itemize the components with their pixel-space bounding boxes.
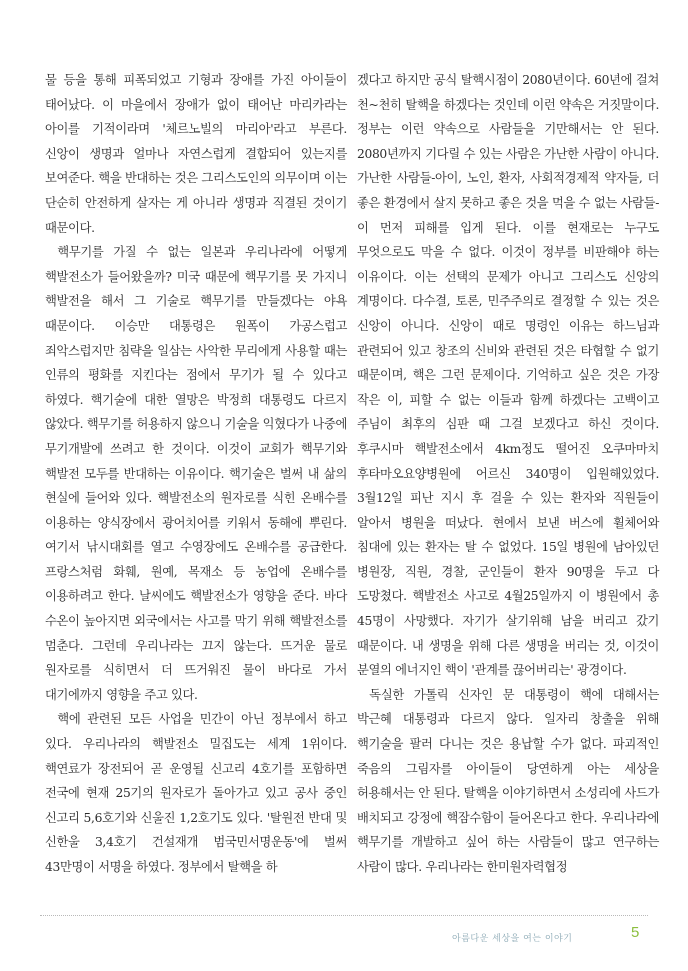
paragraph-right-2: 독실한 가톨릭 신자인 문 대통령이 핵에 대해서는 박근혜 대통령과 다르지 않다. 일자리 창출을 위해 핵기술을 팔러 다니는 것은 용납할 수가 없다. 파괴적인 죽음의 그림자를 아이들이 당연하게 아는 세상을 허용해서는 안 된다. 탈핵을 이야기하면서 소성리에 사드가 배치되고 강정에 핵잠수함이 들어온다고 한다. 우리나라에 핵무기를 개발하고 싶어 하는 사람들이 많고 연구하는 사람이 많다. 우리나라는 한미원자력협정 bbox=[357, 687, 659, 874]
footer-divider bbox=[40, 915, 648, 916]
paragraph-left-1: 물 등을 통해 피폭되었고 기형과 장애를 가진 아이들이 태어났다. 이 마을에서 장애가 없이 태어난 마리카라는 아이를 기적이라며 '체르노빌의 마리아'라고 부른다. 신앙이 생명과 얼마나 자연스럽게 결합되어 있는지를 보여준다. 핵을 반대하는 것은 그리스도인의 의무이며 이는 단순히 안전하게 살자는 게 아니라 생명과 직결된 것이기 때문이다. bbox=[45, 73, 347, 235]
left-column bbox=[45, 68, 347, 880]
page-number: 5 bbox=[631, 924, 640, 941]
right-column bbox=[357, 68, 659, 880]
paragraph-left-2: 핵무기를 가질 수 없는 일본과 우리나라에 어떻게 핵발전소가 들어왔을까? 미국 때문에 핵무기를 못 가지니 핵발전을 해서 그 기술로 핵무기를 만들겠다는 야욕 때문이다. 이승만 대통령은 원폭이 가공스럽고 죄악스럽지만 침략을 일삼는 사악한 무리에게 사용할 때는 인류의 평화를 지킨다는 점에서 무기가 될 수 있다고 하였다. 핵기술에 대한 열망은 박정희 대통령도 다르지 않았다. 핵무기를 허용하지 않으니 기술을 익혔다가 나중에 무기개발에 쓰려고 한 것이다. 이것이 교회가 핵무기와 핵발전 모두를 반대하는 이유이다. 핵기술은 벌써 내 삶의 현실에 들어와 있다. 핵발전소의 원자로를 식힌 온배수를 이용하는 양식장에서 광어치어를 키워서 동해에 뿌린다. 여기서 낚시대회를 열고 수영장에도 온배수를 공급한다. 프랑스처럼 화훼, 원예, 목재소 등 농업에 온배수를 이용하려고 한다. 날씨에도 핵발전소가 영향을 준다. 바다 수온이 높아지면 외국에서는 사고를 막기 위해 핵발전소를 멈춘다. 그런데 우리나라는 끄지 않는다. 뜨거운 물로 원자로를 식히면서 더 뜨거워진 물이 바다로 가서 대기에까지 영향을 주고 있다. bbox=[45, 245, 347, 702]
footer-publication-title: 아름다운 세상을 여는 이야기 bbox=[452, 934, 573, 944]
paragraph-right-1: 겠다고 하지만 공식 탈핵시점이 2080년이다. 60년에 걸쳐 천~천히 탈핵을 하겠다는 것인데 이런 약속은 거짓말이다. 정부는 이런 약속으로 사람들을 기만해서는 안 된다. 2080년까지 기다릴 수 있는 사람은 가난한 사람이 아니다. 가난한 사람들-아이, 노인, 환자, 사회적경제적 약자들, 더 좋은 환경에서 살지 못하고 좋은 것을 먹을 수 없는 사람들-이 먼저 피해를 입게 된다. 이를 현재로는 누구도 무엇으로도 막을 수 없다. 이것이 정부를 비판해야 하는 이유이다. 이는 선택의 문제가 아니고 그리스도 신앙의 계명이다. 다수결, 토론, 민주주의로 결정할 수 있는 것은 신앙이 아니다. 신앙이 때로 명령인 이유는 하느님과 관련되어 있고 창조의 신비와 관련된 것은 타협할 수 없기 때문이며, 핵은 그런 문제이다. 기억하고 싶은 것은 가장 작은 이, 피할 수 없는 이들과 함께 하겠다는 고백이고 주님이 최후의 심판 때 그걸 보겠다고 하신 것이다. 후쿠시마 핵발전소에서 4km정도 떨어진 오쿠마마치 후타마오요양병원에 어르신 340명이 입원해있었다. 3월12일 피난 지시 후 걸을 수 있는 환자와 직원들이 알아서 병원을 떠났다. 현에서 보낸 버스에 휠체어와 침대에 있는 환자는 탈 수 없었다. 15일 병원에 남아있던 병원장, 직원, 경찰, 군인들이 환자 90명을 두고 다 도망쳤다. 핵발전소 사고로 4월25일까지 이 병원에서 총 45명이 사망했다. 자기가 살기위해 남을 버리고 갔기 때문이다. 내 생명을 위해 다른 생명을 버리는 것, 이것이 분열의 에너지인 핵이 '관계를 끊어버리는' 광경이다. bbox=[357, 73, 659, 678]
paragraph-left-3: 핵에 관련된 모든 사업을 민간이 아닌 정부에서 하고 있다. 우리나라의 핵발전소 밀집도는 세계 1위이다. 핵연료가 장전되어 곧 운영될 신고리 4호기를 포함하면 전국에 현재 25기의 원자로가 돌아가고 있고 공사 중인 신고리 5,6호기와 신울진 1,2호기도 있다. '탈원전 반대 및 신한울 3,4호기 건설재개 범국민서명운동'에 벌써 43만명이 서명을 하였다. 정부에서 탈핵을 하 bbox=[45, 712, 347, 874]
